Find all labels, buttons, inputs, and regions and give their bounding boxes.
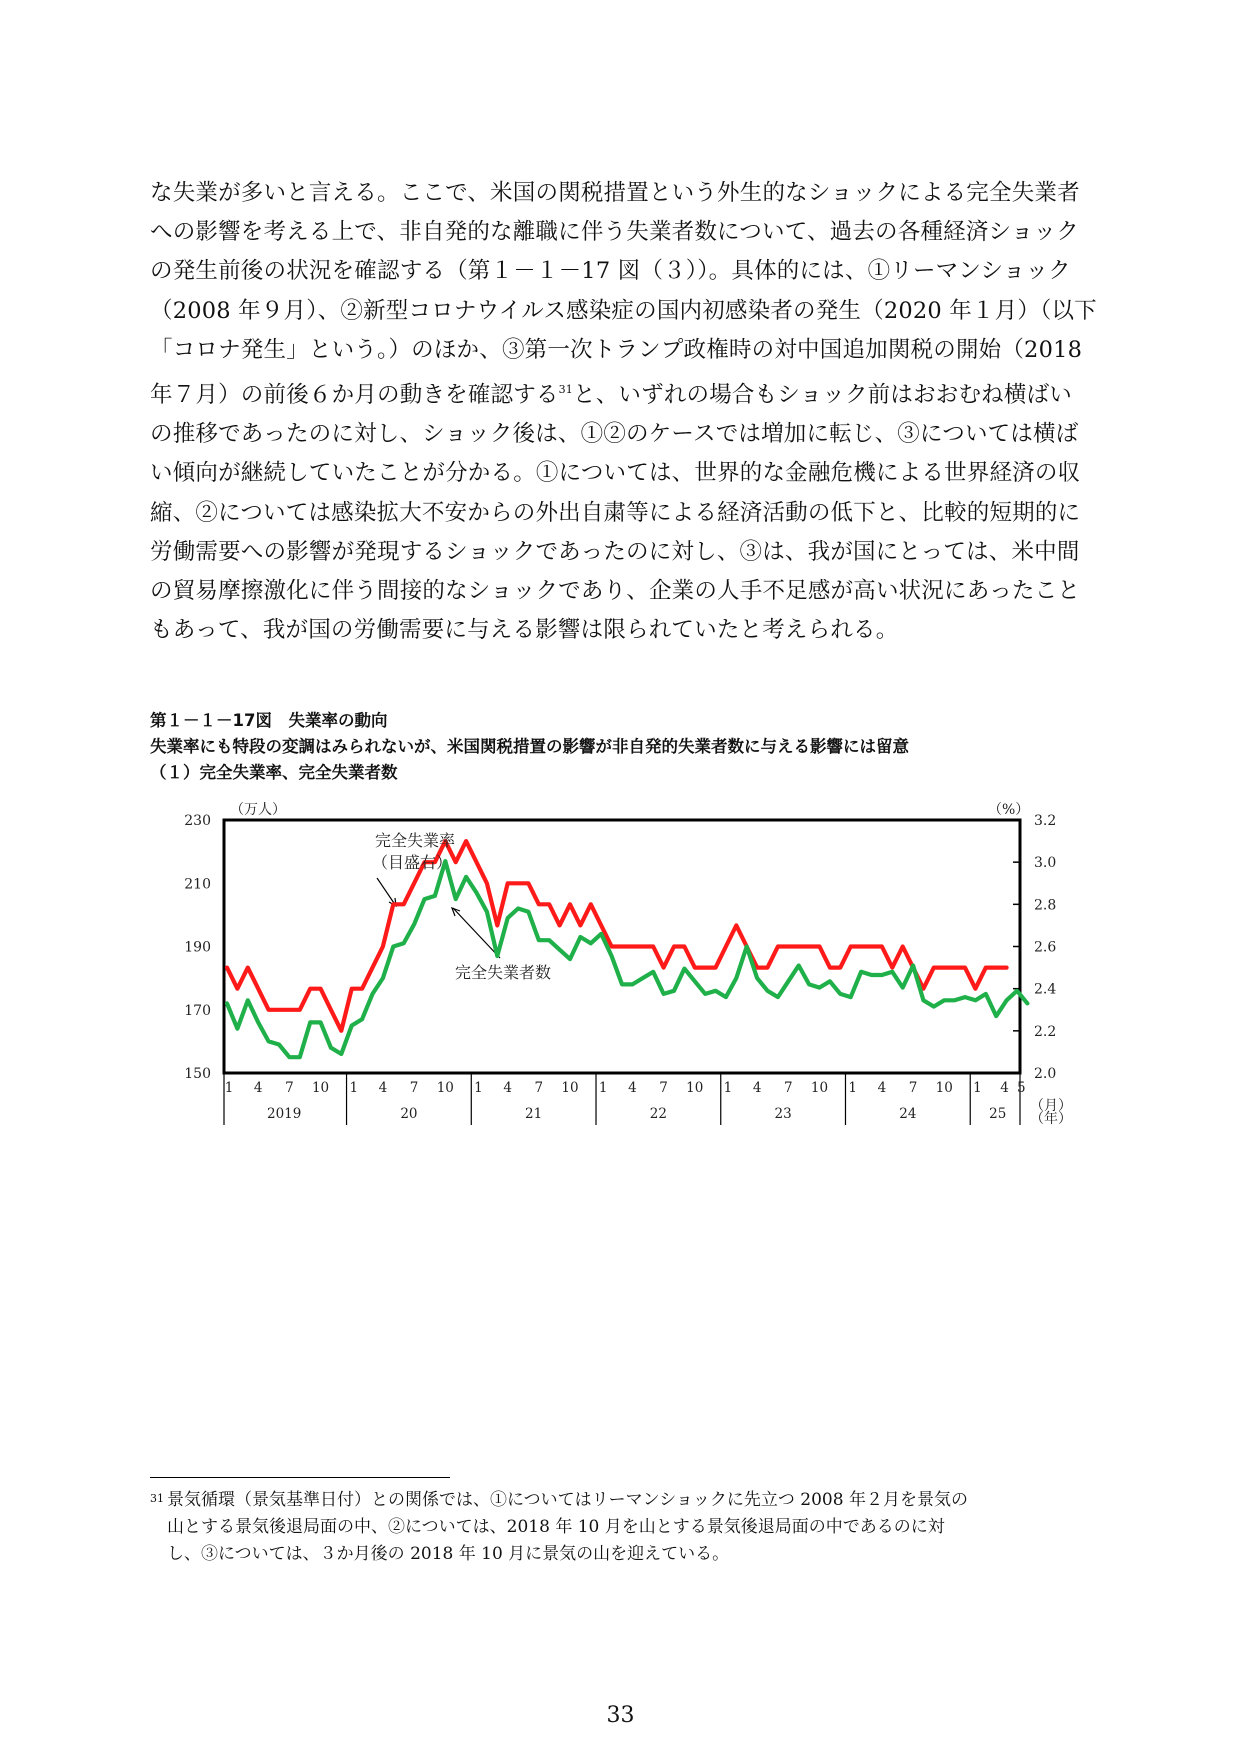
unemployment-chart xyxy=(150,790,1080,1140)
body-line: の貿易摩擦激化に伴う間接的なショックであり、企業の人手不足感が高い状況にあったこと xyxy=(150,578,1081,605)
right-tick-label: 2.2 xyxy=(1034,1023,1057,1040)
year-label: 21 xyxy=(525,1106,543,1122)
right-axis-unit: （%） xyxy=(988,802,1030,818)
body-line: 縮、②については感染拡大不安からの外出自粛等による経済活動の低下と、比較的短期的に xyxy=(150,499,1081,526)
body-line: な失業が多いと言える。ここで、米国の関税措置という外生的なショックによる完全失業者 xyxy=(150,180,1080,206)
month-tick-label: 10 xyxy=(935,1080,953,1096)
left-tick-label: 210 xyxy=(184,876,211,893)
month-tick-label: 1 xyxy=(973,1080,982,1096)
month-tick-label: 1 xyxy=(224,1080,234,1096)
month-tick-label: 10 xyxy=(311,1080,330,1096)
footnote-mark: 31 xyxy=(150,1492,164,1505)
month-tick-label: 1 xyxy=(848,1080,857,1096)
panel-title: （１）完全失業率、完全失業者数 xyxy=(150,763,398,782)
year-label: 2019 xyxy=(266,1106,302,1122)
count-annotation-label: 完全失業者数 xyxy=(454,963,552,982)
body-line: （2008 年９月）、②新型コロナウイルス感染症の国内初感染者の発生（2020 年１月）（以下 xyxy=(150,297,1097,324)
body-line-head: 年７月）の前後６か月の動きを確認する xyxy=(150,382,559,409)
right-tick-label: 2.0 xyxy=(1034,1066,1057,1082)
month-tick-label: 10 xyxy=(561,1080,579,1096)
month-tick-label: 1 xyxy=(474,1080,483,1096)
body-line-tail: と、いずれの場合もショック前はおおむね横ばい xyxy=(573,382,1072,409)
right-tick-label: 2.6 xyxy=(1034,939,1057,956)
year-label: 22 xyxy=(649,1106,667,1122)
body-line: もあって、我が国の労働需要に与える影響は限られていたと考えられる。 xyxy=(150,617,899,644)
left-axis-unit: （万人） xyxy=(230,802,286,818)
right-tick-label: 2.4 xyxy=(1034,981,1057,998)
right-tick-label: 3.2 xyxy=(1034,813,1057,829)
month-tick-label: 4 xyxy=(1000,1080,1009,1096)
month-tick-label: 4 xyxy=(253,1080,263,1096)
footnote-line: 景気循環（景気基準日付）との関係では、①についてはリーマンショックに先立つ 2008 年２月を景気の xyxy=(167,1490,968,1510)
figure-heading xyxy=(150,708,1110,786)
month-tick-label: 1 xyxy=(598,1080,608,1096)
year-label: 25 xyxy=(989,1106,1007,1122)
month-tick-label: 1 xyxy=(723,1080,733,1096)
body-line: の推移であったのに対し、ショック後は、①②のケースでは増加に転じ、③については横ば xyxy=(150,421,1079,448)
body-line: 「コロナ発生」という。）のほか、③第一次トランプ政権時の対中国追加関税の開始（2018 xyxy=(150,336,1083,363)
figure-number-title: 第１－１－17図 失業率の動向 xyxy=(150,711,388,730)
body-line: の発生前後の状況を確認する（第１－１－17 図（３））。具体的には、①リーマンショック xyxy=(150,258,1071,285)
page-number: 33 xyxy=(606,1703,635,1728)
left-tick-label: 190 xyxy=(184,939,211,956)
year-unit-label: （年） xyxy=(1030,1111,1072,1127)
month-tick-label: 4 xyxy=(877,1080,887,1096)
month-unit-label: （月） xyxy=(1030,1098,1072,1114)
month-tick-label: 7 xyxy=(908,1080,918,1096)
left-tick-label: 150 xyxy=(184,1066,211,1082)
month-tick-label: 7 xyxy=(534,1080,544,1096)
month-tick-label: 4 xyxy=(503,1080,512,1096)
footnote-reference[interactable]: 31 xyxy=(558,383,574,397)
month-tick-label: 10 xyxy=(436,1080,454,1096)
rate-annotation-label: 完全失業率 xyxy=(374,831,456,850)
year-label: 24 xyxy=(899,1106,917,1122)
body-line: 労働需要への影響が発現するショックであったのに対し、③は、我が国にとっては、米中間 xyxy=(150,538,1080,565)
year-label: 20 xyxy=(400,1106,418,1122)
chart-series xyxy=(227,841,1027,1057)
footnote-line: 山とする景気後退局面の中、②については、2018 年 10 月を山とする景気後退局面の中であるのに対 xyxy=(167,1517,945,1537)
month-tick-label: 1 xyxy=(349,1080,359,1096)
body-line: い傾向が継続していたことが分かる。①については、世界的な金融危機による世界経済の収 xyxy=(150,460,1081,487)
month-tick-label: 7 xyxy=(659,1080,668,1096)
right-tick-label: 3.0 xyxy=(1034,855,1057,872)
month-tick-label: 4 xyxy=(378,1080,388,1096)
left-tick-label: 230 xyxy=(184,813,211,829)
body-line: への影響を考える上で、非自発的な離職に伴う失業者数について、過去の各種経済ショック xyxy=(150,219,1079,246)
footnote xyxy=(150,1487,1100,1568)
year-label: 23 xyxy=(774,1106,792,1122)
chart-labels xyxy=(184,802,1072,1127)
rate-annotation-arrow xyxy=(377,878,396,906)
right-tick-label: 2.8 xyxy=(1034,897,1057,914)
unemployment-rate-line xyxy=(227,841,1007,1031)
month-tick-label: 7 xyxy=(784,1080,793,1096)
month-tick-label: 7 xyxy=(285,1080,294,1096)
chart-axes xyxy=(224,820,1020,1125)
body-line-with-footnote xyxy=(150,370,1095,415)
month-tick-label: 7 xyxy=(409,1080,419,1096)
figure-subtitle: 失業率にも特段の変調はみられないが、米国関税措置の影響が非自発的失業者数に与える影響には留意 xyxy=(150,737,909,756)
month-tick-label: 10 xyxy=(810,1080,829,1096)
body-text xyxy=(150,174,1095,650)
footnote-line: し、③については、３か月後の 2018 年 10 月に景気の山を迎えている。 xyxy=(167,1544,730,1564)
month-tick-label: 5 xyxy=(1017,1080,1026,1096)
rate-annotation-sublabel: （目盛右） xyxy=(371,853,453,872)
left-tick-label: 170 xyxy=(184,1002,211,1019)
month-tick-label: 4 xyxy=(752,1080,762,1096)
month-tick-label: 10 xyxy=(686,1080,704,1096)
footnote-divider xyxy=(150,1477,450,1478)
month-tick-label: 4 xyxy=(628,1080,637,1096)
